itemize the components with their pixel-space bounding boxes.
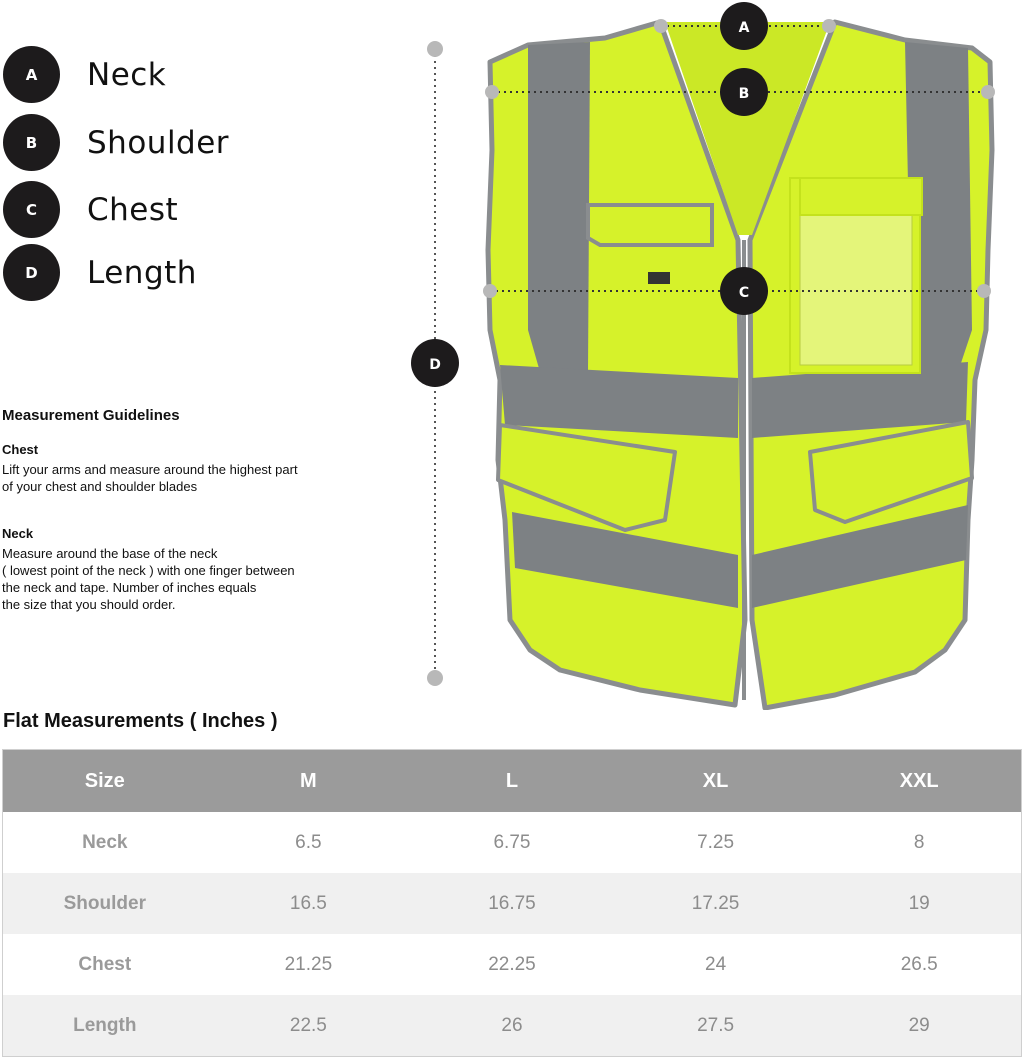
legend-neck (3, 46, 166, 103)
marker-d-label: D (429, 357, 441, 373)
table-cell: 8 (817, 812, 1021, 873)
table-cell: 7.25 (614, 812, 818, 873)
row-label: Shoulder (3, 873, 207, 934)
length-bottom-dot (427, 670, 443, 686)
length-top-dot (427, 41, 443, 57)
header-xxl: XXL (817, 750, 1021, 812)
table-row (3, 995, 1021, 1056)
table-row (3, 873, 1021, 934)
guidelines-neck-text (2, 545, 342, 613)
table-row (3, 812, 1021, 873)
marker-b (720, 68, 768, 116)
legend-label-shoulder: Shoulder (87, 124, 230, 161)
vest-diagram (405, 0, 1024, 710)
table-cell: 24 (614, 934, 818, 995)
table-cell: 6.5 (207, 812, 411, 873)
guidelines-neck-line: the size that you should order. (2, 597, 176, 612)
legend-badge-c: C (3, 181, 60, 238)
guidelines-neck-line: Measure around the base of the neck (2, 546, 218, 561)
measurements-table (2, 749, 1022, 1057)
guidelines-neck-line: the neck and tape. Number of inches equals (2, 580, 257, 595)
table-title: Flat Measurements ( Inches ) (3, 710, 278, 732)
table-cell: 19 (817, 873, 1021, 934)
header-m: M (207, 750, 411, 812)
legend-badge-d: D (3, 244, 60, 301)
guidelines-neck-line: ( lowest point of the neck ) with one finger between (2, 563, 295, 578)
legend-label-chest: Chest (87, 191, 179, 228)
legend-chest (3, 181, 178, 238)
table-cell: 22.25 (410, 934, 614, 995)
guidelines-chest-text (2, 461, 342, 495)
table-cell: 26.5 (817, 934, 1021, 995)
header-xl: XL (614, 750, 818, 812)
row-label: Length (3, 995, 207, 1056)
legend-label-neck: Neck (87, 56, 167, 93)
guidelines-title: Measurement Guidelines (2, 407, 180, 424)
table-row (3, 934, 1021, 995)
table-cell: 16.75 (410, 873, 614, 934)
guidelines-chest-line: Lift your arms and measure around the highest part (2, 462, 298, 477)
table-cell: 6.75 (410, 812, 614, 873)
table-cell: 26 (410, 995, 614, 1056)
header-size: Size (3, 750, 207, 812)
marker-c (720, 267, 768, 315)
neck-dot-left (654, 19, 668, 33)
row-label: Chest (3, 934, 207, 995)
legend-shoulder (3, 114, 229, 171)
marker-a-label: A (738, 20, 750, 36)
legend-label-length: Length (87, 254, 197, 291)
table-header-row (3, 750, 1021, 812)
table-cell: 16.5 (207, 873, 411, 934)
table-cell: 29 (817, 995, 1021, 1056)
legend-length (3, 244, 197, 301)
table-cell: 27.5 (614, 995, 818, 1056)
row-label: Neck (3, 812, 207, 873)
shoulder-dot-left (485, 85, 499, 99)
marker-d (411, 339, 459, 387)
table-cell: 21.25 (207, 934, 411, 995)
marker-c-label: C (738, 285, 750, 301)
chest-dot-left (483, 284, 497, 298)
vest-body (488, 22, 992, 708)
chest-dot-right (977, 284, 991, 298)
guidelines-chest-line: of your chest and shoulder blades (2, 479, 198, 494)
legend-badge-a: A (3, 46, 60, 103)
table-cell: 22.5 (207, 995, 411, 1056)
neck-dot-right (822, 19, 836, 33)
header-l: L (410, 750, 614, 812)
table-cell: 17.25 (614, 873, 818, 934)
guidelines-neck-heading: Neck (2, 526, 34, 541)
marker-b-label: B (738, 86, 750, 102)
guidelines-chest-heading: Chest (2, 442, 39, 457)
shoulder-dot-right (981, 85, 995, 99)
marker-a (720, 2, 768, 50)
legend-badge-b: B (3, 114, 60, 171)
